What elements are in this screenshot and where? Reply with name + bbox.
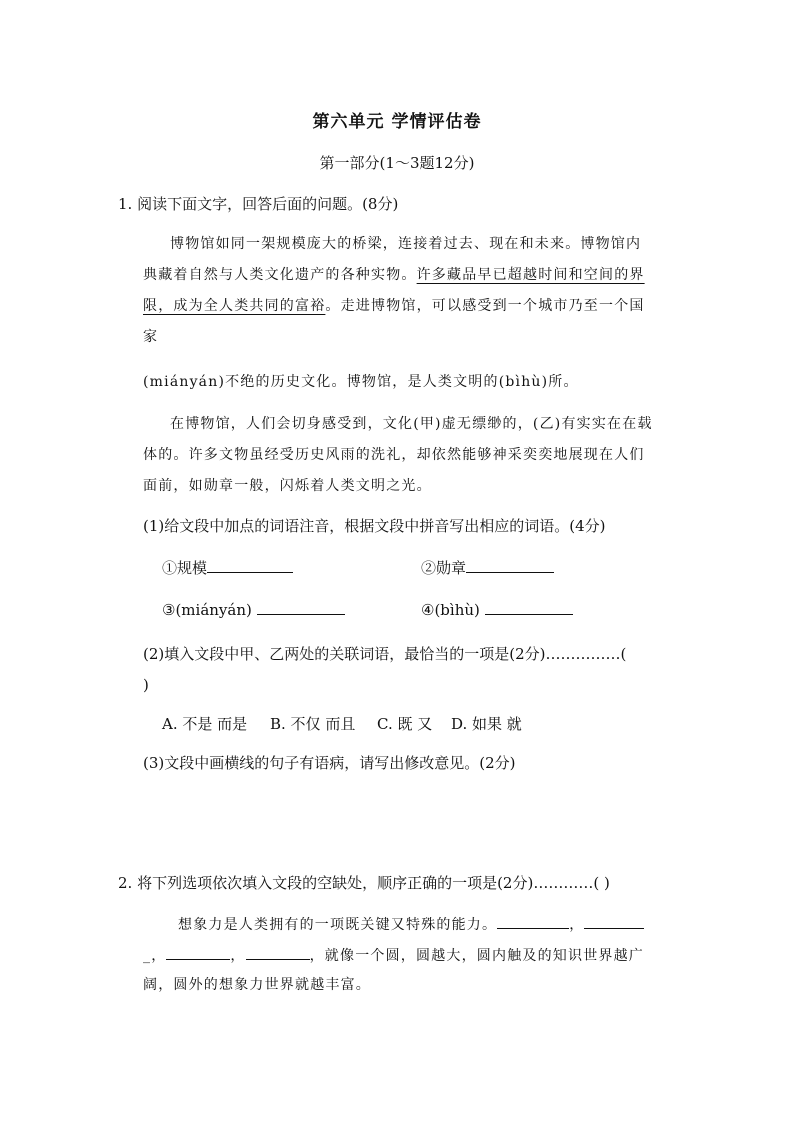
option-d[interactable]: D. 如果 就	[451, 715, 522, 733]
answer-blank-2[interactable]	[466, 556, 554, 573]
answer-item-1	[162, 556, 293, 578]
section-heading: 第一部分(1～3题12分)	[319, 154, 475, 172]
answer-item-1-label: ①规模	[162, 559, 208, 577]
passage-1-line-3	[143, 295, 645, 315]
passage-2-line-2-text: ，就像一个圆，圆越大，圆内触及的知识世界越广	[309, 948, 645, 964]
fill-blank-3[interactable]	[166, 943, 230, 960]
underlined-sentence-part-1: 许多藏品早已超越时间和空间的界	[416, 267, 645, 283]
fill-blank-4[interactable]	[246, 943, 310, 960]
answer-item-4	[421, 598, 573, 619]
passage-1-line-1: 博物馆如同一架规模庞大的桥梁，连接着过去、现在和未来。博物馆内	[170, 236, 642, 252]
question-1-stem: 1. 阅读下面文字，回答后面的问题。(8分)	[118, 195, 399, 213]
passage-1-line-4: 家	[143, 329, 159, 345]
passage-2-line-1-text: 想象力是人类拥有的一项既关键又特殊的能力。	[178, 917, 498, 933]
comma-separator: ，	[569, 917, 585, 933]
option-c[interactable]: C. 既 又	[377, 715, 433, 733]
answer-blank-4[interactable]	[485, 598, 573, 615]
answer-item-4-label: ④(bìhù)	[421, 601, 480, 619]
subquestion-2-paren[interactable]: )	[143, 676, 149, 694]
comma-separator-2: ，	[230, 948, 246, 964]
subquestion-3-stem: (3)文段中画横线的句子有语病，请写出修改意见。(2分)	[143, 754, 516, 772]
answer-item-2-label: ②勋章	[421, 559, 467, 577]
subquestion-2-stem: (2)填入文段中甲、乙两处的关联词语，最恰当的一项是(2分)……………(	[143, 645, 627, 663]
option-a[interactable]: A. 不是 而是	[162, 715, 248, 733]
passage-1-line-3-plain: 。走进博物馆，可以感受到一个城市乃至一个国	[325, 298, 645, 314]
passage-1-line-6: 在博物馆，人们会切身感受到，文化(甲)虚无缥缈的，(乙)有实实在在载	[170, 416, 653, 432]
passage-1-line-8: 面前，如勋章一般，闪烁着人类文明之光。	[143, 478, 432, 494]
underlined-sentence-part-2: 限，成为全人类共同的富裕	[143, 298, 326, 314]
passage-1-line-2	[143, 264, 645, 284]
passage-2-line-1	[178, 912, 644, 934]
passage-1-line-5: (miányán)不绝的历史文化。博物馆，是人类文明的(bìhù)所。	[143, 374, 579, 390]
fill-blank-1[interactable]	[497, 912, 569, 929]
answer-blank-3[interactable]	[257, 598, 345, 615]
passage-1-line-2-plain: 典藏着自然与人类文化遗产的各种实物。	[143, 267, 417, 283]
passage-1-line-7: 体的。许多文物虽经受历史风雨的洗礼，却依然能够神采奕奕地展现在人们	[143, 447, 645, 463]
question-2-stem: 2. 将下列选项依次填入文段的空缺处，顺序正确的一项是(2分)…………( )	[118, 874, 610, 892]
option-b[interactable]: B. 不仅 而且	[270, 715, 356, 733]
page-title: 第六单元 学情评估卷	[312, 112, 482, 132]
passage-2-line-3: 阔，圆外的想象力世界就越丰富。	[143, 977, 371, 993]
answer-blank-1[interactable]	[207, 556, 293, 573]
fill-blank-2-start[interactable]	[584, 912, 644, 929]
answer-item-3	[162, 598, 345, 619]
answer-item-2	[421, 556, 554, 578]
answer-item-3-label: ③(miányán)	[162, 601, 252, 619]
passage-2-line-2	[143, 943, 644, 965]
fill-blank-2-end: _，	[143, 948, 167, 964]
subquestion-1-stem: (1)给文段中加点的词语注音，根据文段中拼音写出相应的词语。(4分)	[143, 517, 606, 535]
